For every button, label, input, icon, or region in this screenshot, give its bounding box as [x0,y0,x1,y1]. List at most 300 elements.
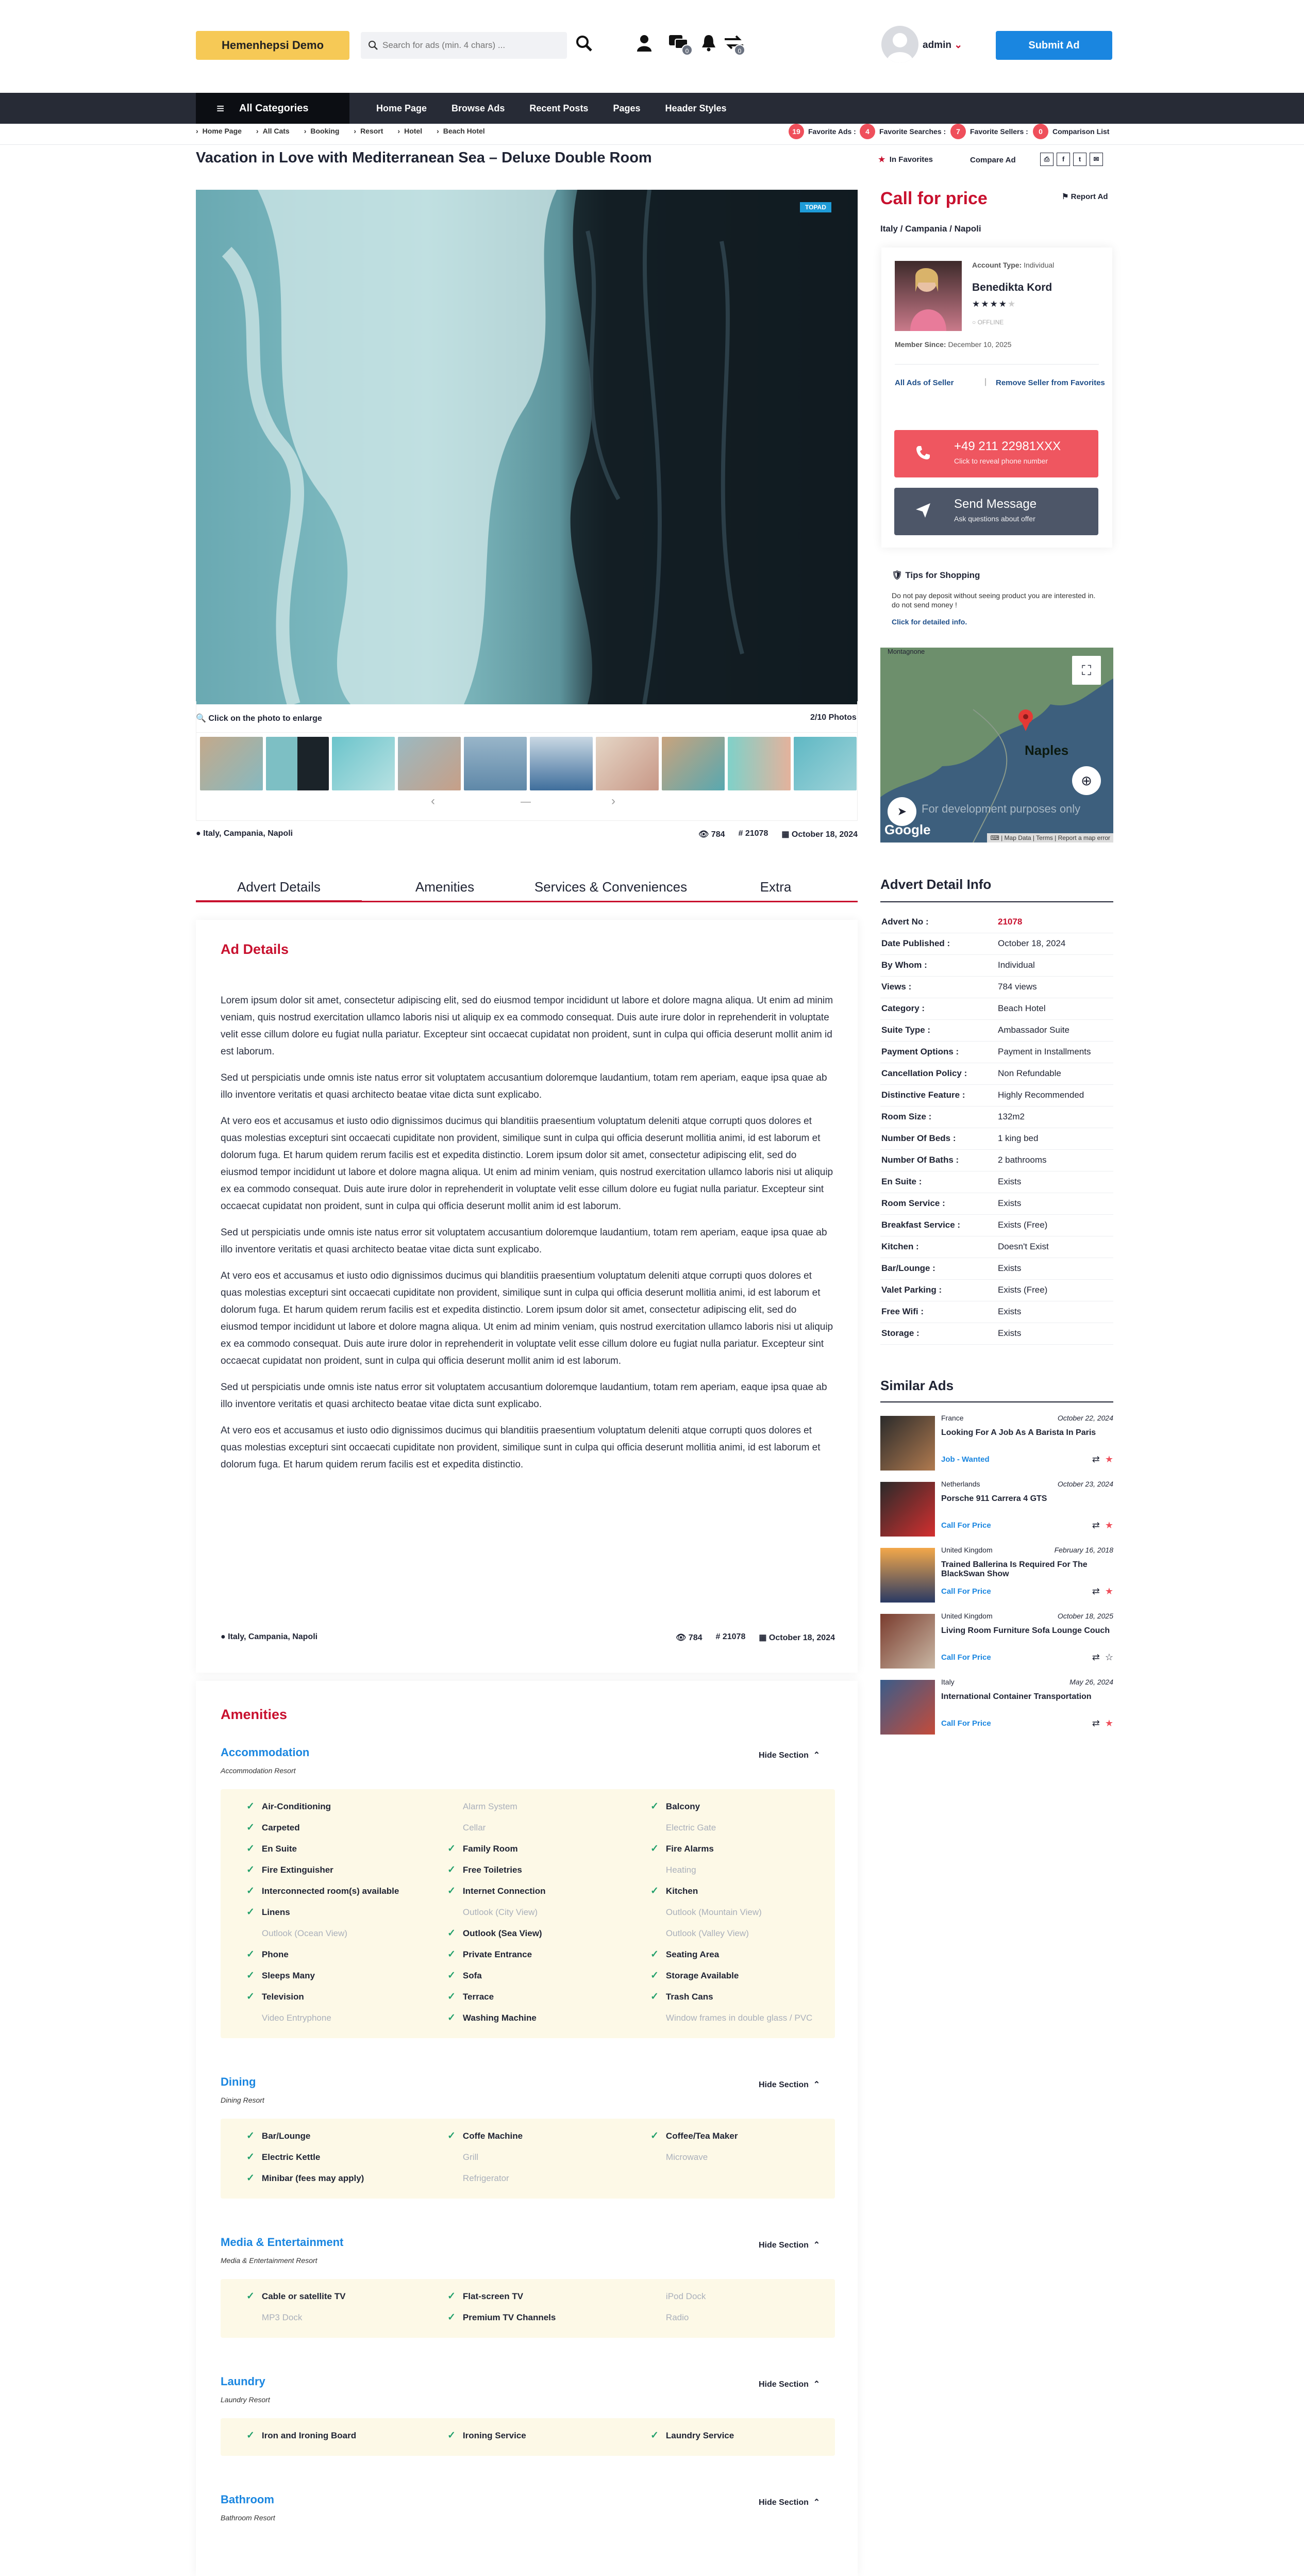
thumbnail[interactable] [398,737,461,790]
ad-details-heading: Ad Details [221,942,289,957]
detail-tabs [196,871,858,902]
amenity-label: Refrigerator [462,2173,509,2183]
check-icon: ✓ [246,1864,255,1875]
detail-row [880,1215,1113,1236]
amenity-section-title: Accommodation [221,1746,310,1759]
amenity-item [246,1948,289,1960]
divider [880,901,1113,902]
detail-key: Views : [881,982,912,992]
sidebar-location: Italy / Campania / Napoli [880,224,981,234]
send-icon [915,502,931,521]
detail-value: Exists (Free) [998,1220,1048,1230]
page-title: Vacation in Love with Mediterranean Sea – Deluxe Double Room [196,150,652,166]
check-icon: ✓ [650,1970,659,1981]
amenity-label: Electric Kettle [261,2152,321,2162]
remove-seller-link[interactable]: Remove Seller from Favorites [996,378,1105,387]
compare-icon[interactable] [724,34,744,54]
tips-link[interactable]: Click for detailed info. [892,618,967,626]
detail-value: Ambassador Suite [998,1025,1069,1035]
submit-ad-button[interactable]: Submit Ad [996,31,1112,60]
amenity-section-subtitle: Laundry Resort [221,2396,270,2404]
detail-value: Highly Recommended [998,1090,1084,1100]
member-since-label: Member Since: [895,340,946,349]
amenity-item [246,2311,302,2323]
eye-icon: 👁 [676,1633,687,1642]
amenity-label: Kitchen [665,1886,698,1896]
similar-ad-price: Job - Wanted [941,1455,990,1464]
calendar-icon: ▦ [759,1633,767,1642]
check-icon: ✓ [650,1991,659,2002]
report-ad-label: Report Ad [1071,192,1108,201]
amenity-label: Seating Area [665,1950,720,1959]
detail-row [880,1042,1113,1063]
amenity-item [246,2012,331,2024]
hide-section-button[interactable] [759,2379,820,2389]
check-icon: ✓ [447,2131,456,2141]
similar-ad-image[interactable] [880,1680,935,1735]
pin-icon: ● [196,829,201,838]
similar-ad-image[interactable] [880,1548,935,1603]
detail-value: 1 king bed [998,1133,1039,1143]
member-since-value: December 10, 2025 [948,340,1012,349]
shield-icon: 🛡 [892,570,903,580]
amenity-label: Trash Cans [665,1992,713,2002]
location-map[interactable] [880,648,1113,843]
detail-row [880,933,1113,955]
views-count: 784 [688,1633,703,1642]
check-icon: ✓ [246,1907,255,1918]
amenity-item [447,1864,522,1876]
zoom-icon: 🔍 [196,714,206,723]
fullscreen-icon[interactable]: ⛶ [1072,656,1101,685]
description-paragraph: Lorem ipsum dolor sit amet, consectetur adipiscing elit, sed do eiusmod tempor incididunt ut labore et dolore magna aliqua. Ut enim ad minim veniam, quis nostrud exercitation ullamco laboris nisi ut aliquip ex ea commodo consequat. Duis aute irure dolor in reprehenderit in voluptate velit esse cillum dolore eu fugiat nulla pariatur. Excepteur sint occaecat cupidatat non proident, sunt in culpa qui officia deserunt mollit anim id est laborum. [221,995,833,1057]
amenity-item [246,2151,320,2163]
detail-key: Number Of Baths : [881,1155,959,1165]
hide-section-button[interactable] [759,2079,820,2090]
check-icon: ✓ [650,1949,659,1960]
messages-icon[interactable] [668,34,689,54]
amenity-label: Outlook (City View) [462,1907,538,1917]
nav-item-home[interactable]: Home Page [376,103,427,113]
search-box[interactable] [361,32,567,59]
compare-icon[interactable]: ⇄ [1092,1652,1100,1662]
amenity-item [650,1948,719,1960]
amenity-label: Fire Extinguisher [261,1865,333,1875]
thumbnail[interactable] [332,737,395,790]
print-icon[interactable]: ⎙ [1040,153,1054,166]
detail-value: Exists [998,1307,1022,1316]
check-icon: ✓ [650,1886,659,1896]
seller-rating: ★★★★★ [972,299,1017,309]
amenity-label: MP3 Dock [261,2313,303,2322]
amenity-item [246,2430,356,2441]
member-since [895,340,1011,349]
star-icon[interactable]: ★ [1105,1586,1113,1596]
user-menu[interactable] [923,39,962,51]
similar-ad-title[interactable]: Trained Ballerina Is Required For The BlackSwan Show [941,1560,1088,1578]
hide-section-button[interactable] [759,1750,820,1760]
amenity-item [650,1906,762,1918]
tab-advert-details[interactable]: Advert Details [196,871,362,902]
amenity-item [246,1843,297,1855]
send-message-button[interactable] [894,488,1098,535]
compare-icon[interactable]: ⇄ [1092,1520,1100,1530]
breadcrumb-item[interactable]: › Booking [304,127,340,135]
search-icon [575,34,593,53]
ad-date: October 18, 2024 [791,830,858,839]
seller-status: ○ OFFLINE [972,319,1004,326]
amenity-item [447,2172,509,2184]
map-data-link[interactable]: Map Data [1004,834,1031,841]
similar-ad-title[interactable]: International Container Transportation [941,1692,1092,1701]
chevron-up-icon: ⌃ [813,2241,821,2250]
site-logo[interactable]: Hemenhepsi Demo [196,31,349,60]
thumbnail[interactable] [596,737,659,790]
separator: | [984,377,987,386]
map-city-label: Naples [1025,742,1069,758]
ad-id: 21078 [722,1632,746,1641]
map-report-link[interactable]: Report a map error [1058,834,1110,841]
all-categories-button[interactable] [196,93,349,124]
amenity-label: Balcony [665,1802,700,1811]
amenity-item [447,1843,518,1855]
fav-label: Favorite Searches [879,127,942,136]
amenity-section-subtitle: Bathroom Resort [221,2514,275,2522]
amenity-item [447,2012,537,2024]
similar-ad-price: Call For Price [941,1521,991,1530]
amenity-label: iPod Dock [665,2291,706,2301]
ad-date: October 18, 2024 [768,1633,835,1642]
detail-value: 132m2 [998,1112,1025,1121]
thumb-next-icon[interactable]: › [611,794,615,808]
twitter-icon[interactable]: t [1073,153,1086,166]
amenity-label: En Suite [261,1844,297,1854]
all-ads-of-seller-link[interactable]: All Ads of Seller [895,378,954,387]
ad-stats-bottom: 👁 784 # 21078 ▦ October 18, 2024 [676,1632,835,1642]
nav-item-header-styles[interactable]: Header Styles [665,103,727,113]
amenity-label: Minibar (fees may apply) [261,2173,364,2183]
amenity-item [246,1991,304,2003]
hide-section-label: Hide Section [759,2241,809,2250]
tab-extra[interactable]: Extra [760,879,792,895]
hide-section-label: Hide Section [759,2380,809,2389]
detail-row [880,1171,1113,1193]
star-icon[interactable]: ★ [1105,1520,1113,1530]
amenity-label: Air-Conditioning [261,1802,331,1811]
description-paragraph: At vero eos et accusamus et iusto odio dignissimos ducimus qui blanditiis praesentium voluptatum deleniti atque corrupti quos dolores et quas molestias excepturi sint occaecati cupiditate non provident, similique sunt in culpa qui officia deserunt mollitia animi, id est laborum et dolorum fuga. Et harum quidem rerum facilis est et expedita distinctio. Lorem ipsum dolor sit amet, consectetur adipiscing elit, sed do eiusmod tempor incididunt ut labore et dolore magna aliqua. Ut enim ad minim veniam, quis nostrud exercitation ullamco laboris nisi ut aliquip ex ea commodo consequat. Duis aute irure dolor in reprehenderit in voluptate velit esse cillum dolore eu fugiat nulla pariatur. Excepteur sint occaecat cupidatat non proident, sunt in culpa qui officia deserunt mollit anim id est laborum. [221,1270,833,1366]
in-favorites-button[interactable] [878,155,933,164]
search-button[interactable] [575,34,593,55]
detail-value: Exists [998,1328,1022,1338]
amenity-label: Private Entrance [462,1950,532,1959]
divider [0,144,1304,145]
check-icon: ✓ [447,2430,456,2441]
calendar-icon: ▦ [781,830,790,839]
check-icon: ✓ [447,1991,456,2002]
search-input[interactable] [382,32,558,59]
amenity-item [246,1970,315,1981]
hide-section-button[interactable] [759,2497,820,2507]
breadcrumb-item[interactable]: › Hotel [397,127,422,135]
location-bar [196,829,858,838]
pin-icon: ● [221,1632,226,1641]
ad-stats: 👁 784 # 21078 ▦ October 18, 2024 [698,829,858,839]
amenity-label: Iron and Ironing Board [261,2431,357,2440]
breadcrumb [196,127,499,135]
map-footer: ⌨ | Map Data | Terms | Report a map error [987,833,1113,843]
amenity-section-title: Bathroom [221,2493,274,2506]
detail-key: Room Service : [881,1198,945,1208]
nav-items [364,93,739,124]
thumb-prev-icon[interactable]: ‹ [431,794,435,808]
enlarge-hint [196,713,322,723]
detail-row [880,998,1113,1020]
tips-text: Do not pay deposit without seeing product you are interested in. do not send money ! [892,591,1096,609]
amenity-label: Radio [665,2313,689,2322]
detail-value: Individual [998,960,1035,970]
similar-ad-item[interactable] [880,1612,1113,1673]
similar-ad-price: Call For Price [941,1653,991,1662]
nav-item-pages[interactable]: Pages [613,103,641,113]
nav-item-browse[interactable]: Browse Ads [452,103,505,113]
chevron-up-icon: ⌃ [813,2380,821,2389]
detail-row [880,1107,1113,1128]
similar-ad-date: May 26, 2024 [1069,1678,1113,1686]
amenity-item [246,2130,310,2142]
similar-ad-actions [1092,1586,1113,1597]
header [0,0,1304,93]
check-icon: ✓ [650,1843,659,1854]
amenity-item [246,2172,364,2184]
all-categories-label: All Categories [239,103,309,114]
detail-row [880,1301,1113,1323]
amenity-item [447,1927,542,1939]
similar-ad-country: United Kingdom [941,1612,993,1620]
similar-ad-date: October 23, 2024 [1057,1480,1113,1488]
messages-badge: 0 [681,44,693,56]
facebook-icon[interactable]: f [1057,153,1070,166]
check-icon: ✓ [246,2291,255,2302]
amenity-label: Cable or satellite TV [261,2291,346,2301]
username: admin [923,40,951,51]
amenity-label: Bar/Lounge [261,2131,311,2141]
similar-ad-date: February 16, 2018 [1054,1546,1113,1554]
star-icon[interactable]: ☆ [1105,1652,1113,1662]
compare-icon[interactable]: ⇄ [1092,1586,1100,1596]
amenity-label: Sofa [462,1971,482,1980]
detail-row [880,1020,1113,1042]
avatar[interactable] [881,26,918,63]
similar-ad-item[interactable] [880,1414,1113,1475]
check-icon: ✓ [447,2312,456,2323]
detail-key: Number Of Beds : [881,1133,956,1143]
detail-value: Exists [998,1263,1022,1273]
thumbnail[interactable] [728,737,791,790]
amenity-item [246,1801,331,1812]
check-icon: ✓ [246,2152,255,2162]
similar-ad-actions [1092,1718,1113,1729]
similar-ad-image[interactable] [880,1614,935,1669]
amenity-label: Grill [462,2152,479,2162]
compare-icon[interactable]: ⇄ [1092,1718,1100,1728]
amenity-label: Heating [665,1865,696,1875]
compare-badge: 0 [734,44,745,56]
thumbnail[interactable] [266,737,329,790]
similar-ad-title[interactable]: Porsche 911 Carrera 4 GTS [941,1494,1047,1503]
amenity-label: Outlook (Sea View) [462,1928,542,1938]
amenity-label: Internet Connection [462,1886,546,1896]
amenity-section-subtitle: Dining Resort [221,2096,264,2104]
amenity-label: Coffee/Tea Maker [665,2131,738,2141]
detail-row [880,955,1113,977]
bell-icon[interactable] [701,34,716,54]
user-icon[interactable] [636,34,653,54]
account-type-value: Individual [1024,261,1055,269]
check-icon: ✓ [447,1949,456,1960]
location-bar-bottom [221,1632,317,1642]
check-icon: ✓ [447,1886,456,1896]
similar-ad-item[interactable] [880,1546,1113,1607]
amenity-item [650,2430,734,2441]
thumbnail[interactable] [200,737,263,790]
check-icon: ✓ [447,1843,456,1854]
check-icon: ✓ [246,1991,255,2002]
amenity-label: Terrace [462,1992,494,2002]
breadcrumb-item[interactable]: › Resort [354,127,383,135]
similar-ad-item[interactable] [880,1678,1113,1739]
detail-row [880,1150,1113,1171]
amenity-item [447,1822,486,1834]
map-dev-watermark: For development purposes only [922,802,1081,815]
similar-ad-country: United Kingdom [941,1546,993,1554]
detail-key: Payment Options : [881,1047,959,1056]
amenity-section-subtitle: Accommodation Resort [221,1766,296,1775]
divider [895,364,1099,365]
price: Call for price [880,189,988,208]
fav-count: 0 [1033,124,1048,139]
detail-key: En Suite : [881,1177,922,1186]
amenity-label: Flat-screen TV [462,2291,524,2301]
amenity-section-title: Dining [221,2075,256,2088]
check-icon: ✓ [447,2291,456,2302]
mail-icon[interactable]: ✉ [1090,153,1103,166]
report-ad-button[interactable] [1062,192,1108,201]
check-icon: ✓ [246,1886,255,1896]
breadcrumb-item[interactable]: › All Cats [256,127,290,135]
amenity-label: Outlook (Valley View) [665,1928,749,1938]
description-paragraph: Sed ut perspiciatis unde omnis iste natus error sit voluptatem accusantium doloremque laudantium, totam rem aperiam, eaque ipsa quae ab illo inventore veritatis et quasi architecto beatae vitae dicta sunt explicabo. [221,1072,827,1100]
similar-ad-actions [1092,1520,1113,1531]
directions-icon[interactable]: ➤ [888,797,916,826]
nav-item-recent[interactable]: Recent Posts [529,103,589,113]
detail-row [880,1258,1113,1280]
thumbnail[interactable] [464,737,527,790]
similar-ad-image[interactable] [880,1416,935,1471]
similar-ad-image[interactable] [880,1482,935,1537]
detail-key: Breakfast Service : [881,1220,961,1230]
similar-ad-title[interactable]: Living Room Furniture Sofa Lounge Couch [941,1626,1110,1635]
favorite-sellers-link[interactable]: 7 Favorite Sellers : [950,124,1028,139]
map-terms-link[interactable]: Terms [1036,834,1053,841]
breadcrumb-item[interactable]: › Home Page [196,127,242,135]
thumbnail[interactable] [530,737,593,790]
amenity-item [650,2012,812,2024]
compare-ad-button[interactable]: Compare Ad [970,156,1016,164]
detail-row [880,912,1113,933]
thumbnail[interactable] [794,737,857,790]
amenity-item [650,1864,696,1876]
check-icon: ✓ [246,1843,255,1854]
amenity-item [447,2290,523,2302]
detail-value: Exists (Free) [998,1285,1048,1295]
ad-description [221,992,834,1482]
favorite-ads-link[interactable]: 19 Favorite Ads : [789,124,856,139]
similar-ad-country: Netherlands [941,1480,980,1488]
comparison-list-link[interactable] [1033,124,1109,139]
similar-ad-item[interactable] [880,1480,1113,1541]
fav-count: 4 [860,124,875,139]
detail-row [880,1323,1113,1345]
amenity-item [650,1991,713,2003]
detail-value: 784 views [998,982,1037,992]
check-icon: ✓ [246,1949,255,1960]
detail-row [880,1063,1113,1085]
google-logo: Google [884,822,931,837]
detail-key: Advert No : [881,917,929,927]
seller-photo[interactable] [895,261,962,331]
enlarge-hint-text: Click on the photo to enlarge [208,714,322,723]
breadcrumb-item[interactable]: › Beach Hotel [437,127,485,135]
in-favorites-label: In Favorites [889,155,933,164]
hide-section-button[interactable] [759,2240,820,2250]
locate-icon[interactable]: ⊕ [1072,766,1101,795]
star-icon[interactable]: ★ [1105,1454,1113,1464]
amenity-label: Linens [261,1907,290,1917]
detail-key: Valet Parking : [881,1285,942,1295]
detail-row [880,977,1113,998]
amenity-item [447,2151,478,2163]
detail-value: Beach Hotel [998,1003,1046,1013]
tab-amenities[interactable]: Amenities [415,879,475,895]
amenity-label: Microwave [665,2152,708,2162]
seller-name[interactable]: Benedikta Kord [972,282,1052,293]
check-icon: ✓ [650,2131,659,2141]
amenity-label: Free Toiletries [462,1865,522,1875]
amenity-item [447,1948,532,1960]
thumbnail-strip [196,732,858,792]
phone-button[interactable] [894,430,1098,477]
favorite-searches-link[interactable]: 4 Favorite Searches : [860,124,946,139]
detail-value: 2 bathrooms [998,1155,1047,1165]
chevron-up-icon: ⌃ [813,2498,821,2507]
thumbnail[interactable] [662,737,725,790]
compare-icon[interactable]: ⇄ [1092,1454,1100,1464]
amenity-item [650,1970,739,1981]
tab-services[interactable]: Services & Conveniences [534,879,688,895]
similar-ad-title[interactable]: Looking For A Job As A Barista In Paris [941,1428,1096,1437]
amenity-label: Fire Alarms [665,1844,714,1854]
tips-title-text: Tips for Shopping [905,570,980,580]
amenity-list-box [221,2279,835,2338]
send-message-hint: Ask questions about offer [954,515,1035,523]
star-icon[interactable]: ★ [1105,1718,1113,1728]
check-icon: ✓ [246,2173,255,2184]
amenity-label: Electric Gate [665,1823,716,1832]
similar-ad-price: Call For Price [941,1587,991,1596]
amenity-section-subtitle: Media & Entertainment Resort [221,2256,317,2265]
check-icon: ✓ [447,1928,456,1939]
main-photo[interactable] [196,190,858,704]
